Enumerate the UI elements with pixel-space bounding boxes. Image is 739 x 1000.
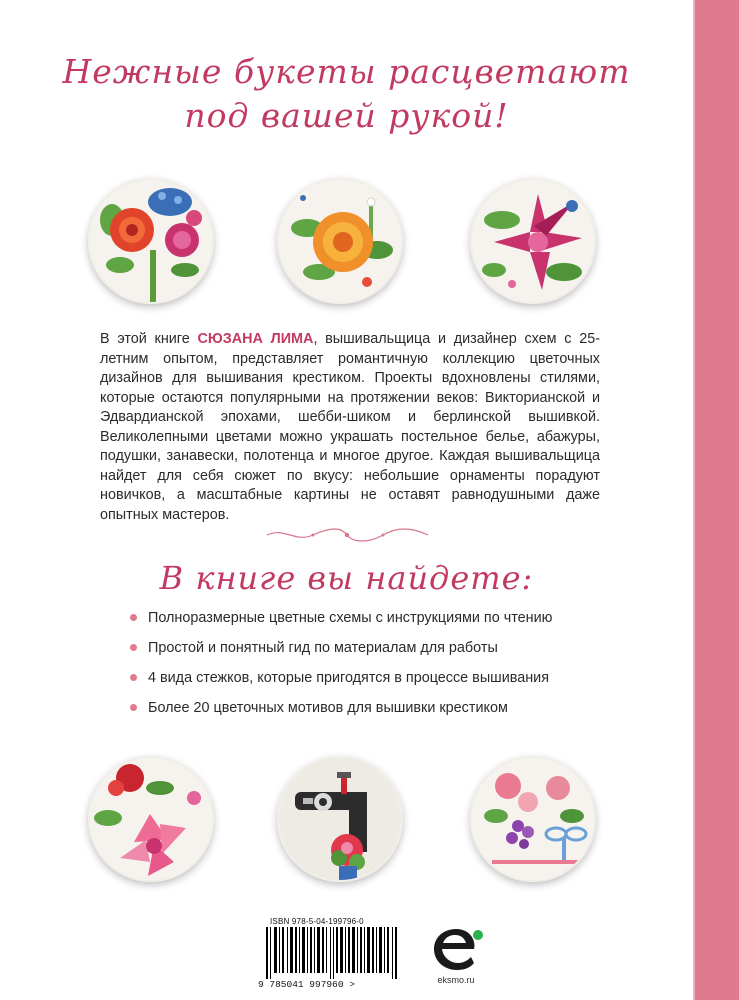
barcode [258, 917, 408, 991]
spine [695, 0, 739, 1000]
isbn-text: ISBN 978-5-04-199796-0 [270, 917, 364, 926]
embroidery-hoop-lilies-wreath [88, 756, 214, 882]
feature-text: 4 вида стежков, которые пригодятся в процессе вышивания [148, 670, 550, 686]
embroidery-hoop-roses-bouquet [88, 178, 214, 304]
embroidery-hoop-orange-rose [277, 178, 403, 304]
feature-text: Простой и понятный гид по материалам для работы [148, 640, 498, 656]
feature-text: Более 20 цветочных мотивов для вышивки крестиком [148, 700, 508, 716]
features-title: В книге вы найдете: [159, 559, 534, 597]
headline-line-1: Нежные букеты расцветают [62, 52, 631, 91]
feature-item [130, 698, 590, 728]
ornament-divider [265, 523, 430, 547]
headline-line-2: под вашей рукой! [184, 96, 509, 135]
features-list [130, 608, 590, 728]
embroidery-hoop-sewing-machine [277, 756, 403, 882]
bullet-icon [130, 704, 137, 711]
eksmo-logo-icon [426, 925, 486, 973]
publisher-site: eksmo.ru [437, 975, 475, 985]
feature-item [130, 668, 590, 698]
bullet-icon [130, 644, 137, 651]
bullet-icon [130, 674, 137, 681]
barcode-bars [266, 927, 402, 979]
barcode-digits: 9 785041 997960 > [258, 979, 355, 990]
feature-item [130, 638, 590, 668]
bullet-icon [130, 614, 137, 621]
embroidery-hoop-flowers-bow [470, 756, 596, 882]
cover-headline [0, 50, 693, 138]
book-description [100, 330, 600, 525]
author-name: СЮЗАНА ЛИМА [197, 331, 314, 347]
embroidery-hoop-lily [470, 178, 596, 304]
description-intro: В этой книге [100, 331, 198, 347]
feature-item [130, 608, 590, 638]
description-body: , вышивальщица и дизайнер схем с 25-летним опытом, представляет романтичную коллекцию цветочных дизайнов для вышивания крестиком. Проекты вдохновлены стилями, которые остаются популярными на протяжении веков: Викторианской и Эдвардианской эпохами, шебби-шиком и берлинской вышивкой. Великолепными цветами можно украшать постельное белье, абажуры, подушки, занавески, полотенца и многое другое. Каждая вышивальщица найдет для себя сюжет по вкусу: небольшие орнаменты порадуют новичков, а масштабные картины не оставят равнодушными даже опытных мастеров. [100, 331, 600, 523]
feature-text: Полноразмерные цветные схемы с инструкциями по чтению [148, 610, 553, 626]
publisher-block [426, 925, 486, 985]
